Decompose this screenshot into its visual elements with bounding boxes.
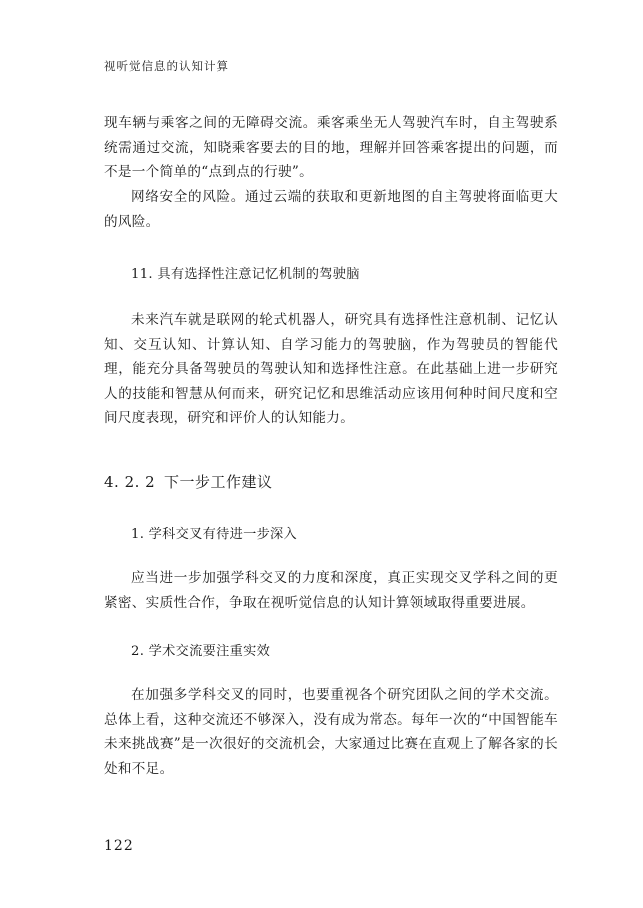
subheading-interdisciplinary: 1. 学科交叉有待进一步深入 [131, 527, 298, 542]
page-number: 122 [104, 838, 134, 854]
paragraph-passenger-communication: 现车辆与乘客之间的无障碍交流。乘客乘坐无人驾驶汽车时，自主驾驶系统需通过交流，知晓乘客要去的目的地，理解并回答乘客提出的问题，而不是一个简单的“点到点的行驶”。 [104, 115, 558, 181]
subheading-driving-brain: 11. 具有选择性注意记忆机制的驾驶脑 [131, 267, 360, 282]
section-heading [104, 471, 273, 492]
paragraph-academic-exchange: 在加强多学科交叉的同时，也要重视各个研究团队之间的学术交流。总体上看，这种交流还不够深入，没有成为常态。每年一次的“中国智能车未来挑战赛”是一次很好的交流机会，大家通过比赛在直观上了解各家的长处和不足。 [104, 687, 558, 777]
subheading-academic-exchange: 2. 学术交流要注重实效 [131, 644, 271, 659]
paragraph-driving-brain: 未来汽车就是联网的轮式机器人，研究具有选择性注意机制、记忆认知、交互认知、计算认知、自学习能力的驾驶脑，作为驾驶员的智能代理，能充分具备驾驶员的驾驶认知和选择性注意。在此基础上进一步研究人的技能和智慧从何而来，研究记忆和思维活动应该用何种时间尺度和空间尺度表现，研究和评价人的认知能力。 [104, 312, 558, 427]
paragraph-network-security: 网络安全的风险。通过云端的获取和更新地图的自主驾驶将面临更大的风险。 [104, 189, 558, 230]
paragraph-interdisciplinary: 应当进一步加强学科交叉的力度和深度，真正实现交叉学科之间的更紧密、实质性合作，争取在视听觉信息的认知计算领域取得重要进展。 [104, 570, 558, 611]
section-number: 4. 2. 2 [104, 473, 156, 491]
running-header: 视听觉信息的认知计算 [104, 59, 229, 73]
section-title: 下一步工作建议 [164, 473, 273, 491]
